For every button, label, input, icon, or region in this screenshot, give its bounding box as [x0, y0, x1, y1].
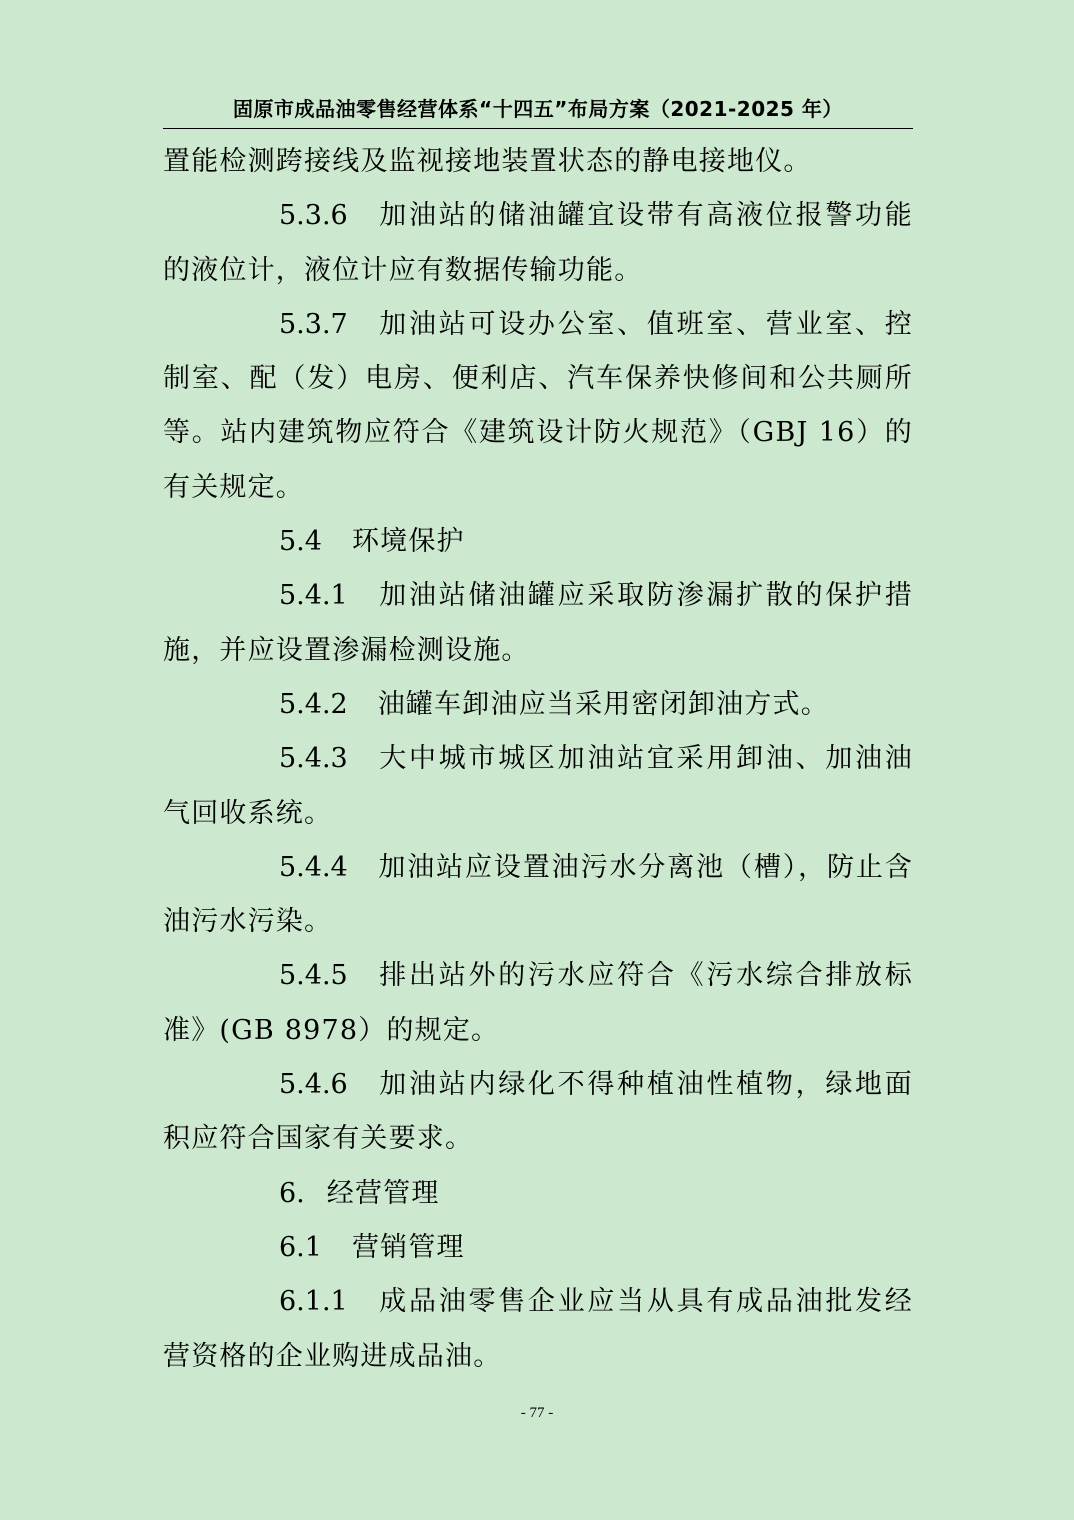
clause-text: 加油站的储油罐宜设带有高液位报警功能的液位计，液位计应有数据传输功能。: [163, 200, 913, 286]
clause-number: 5.4.2: [279, 688, 348, 720]
section-title: 营销管理: [351, 1231, 465, 1263]
section-number: 5.4: [279, 526, 322, 558]
clause-text: 加油站内绿化不得种植油性植物，绿地面积应符合国家有关要求。: [163, 1069, 913, 1155]
clause-5-3-7: [163, 298, 913, 515]
chapter-title: 经营管理: [326, 1177, 440, 1209]
clause-5-4-3: [163, 732, 913, 841]
clause-5-4-1: [163, 569, 913, 678]
clause-number: 5.3.6: [279, 200, 348, 232]
clause-number: 5.3.7: [279, 308, 348, 340]
document-body: [163, 135, 913, 1384]
clause-text: 油罐车卸油应当采用密闭卸油方式。: [377, 688, 829, 720]
page-number: - 77 -: [520, 1405, 554, 1421]
running-header: 固原市成品油零售经营体系“十四五”布局方案（2021-2025 年）: [233, 97, 843, 121]
clause-number: 5.4.5: [279, 960, 348, 992]
paragraph-text: 置能检测跨接线及监视接地装置状态的静电接地仪。: [163, 146, 812, 177]
clause-number: 5.4.3: [279, 743, 348, 775]
paragraph-continuation: [163, 135, 913, 189]
clause-text: 加油站储油罐应采取防渗漏扩散的保护措施，并应设置渗漏检测设施。: [163, 580, 913, 666]
header-divider: [163, 128, 913, 129]
clause-text: 大中城市城区加油站宜采用卸油、加油油气回收系统。: [163, 743, 913, 829]
chapter-heading-6: [163, 1167, 913, 1221]
chapter-number: 6.: [279, 1177, 305, 1209]
clause-number: 6.1.1: [279, 1286, 348, 1318]
clause-5-4-4: [163, 841, 913, 950]
clause-6-1-1: [163, 1275, 913, 1384]
clause-5-4-6: [163, 1058, 913, 1167]
clause-5-4-5: [163, 949, 913, 1058]
clause-number: 5.4.6: [279, 1069, 348, 1101]
clause-number: 5.4.1: [279, 580, 348, 612]
clause-5-4-2: [163, 678, 913, 732]
section-title: 环境保护: [351, 526, 465, 558]
section-heading-5-4: [163, 515, 913, 569]
section-number: 6.1: [279, 1231, 322, 1263]
clause-text: 排出站外的污水应符合《污水综合排放标准》(GB 8978）的规定。: [163, 960, 913, 1046]
clause-text: 成品油零售企业应当从具有成品油批发经营资格的企业购进成品油。: [163, 1286, 913, 1372]
section-heading-6-1: [163, 1221, 913, 1275]
clause-text: 加油站应设置油污水分离池（槽），防止含油污水污染。: [163, 851, 913, 938]
clause-number: 5.4.4: [279, 851, 348, 883]
clause-5-3-6: [163, 189, 913, 298]
clause-text: 加油站可设办公室、值班室、营业室、控制室、配（发）电房、便利店、汽车保养快修间和公共厕所等。站内建筑物应符合《建筑设计防火规范》（GBJ 16）的有关规定。: [163, 308, 913, 503]
